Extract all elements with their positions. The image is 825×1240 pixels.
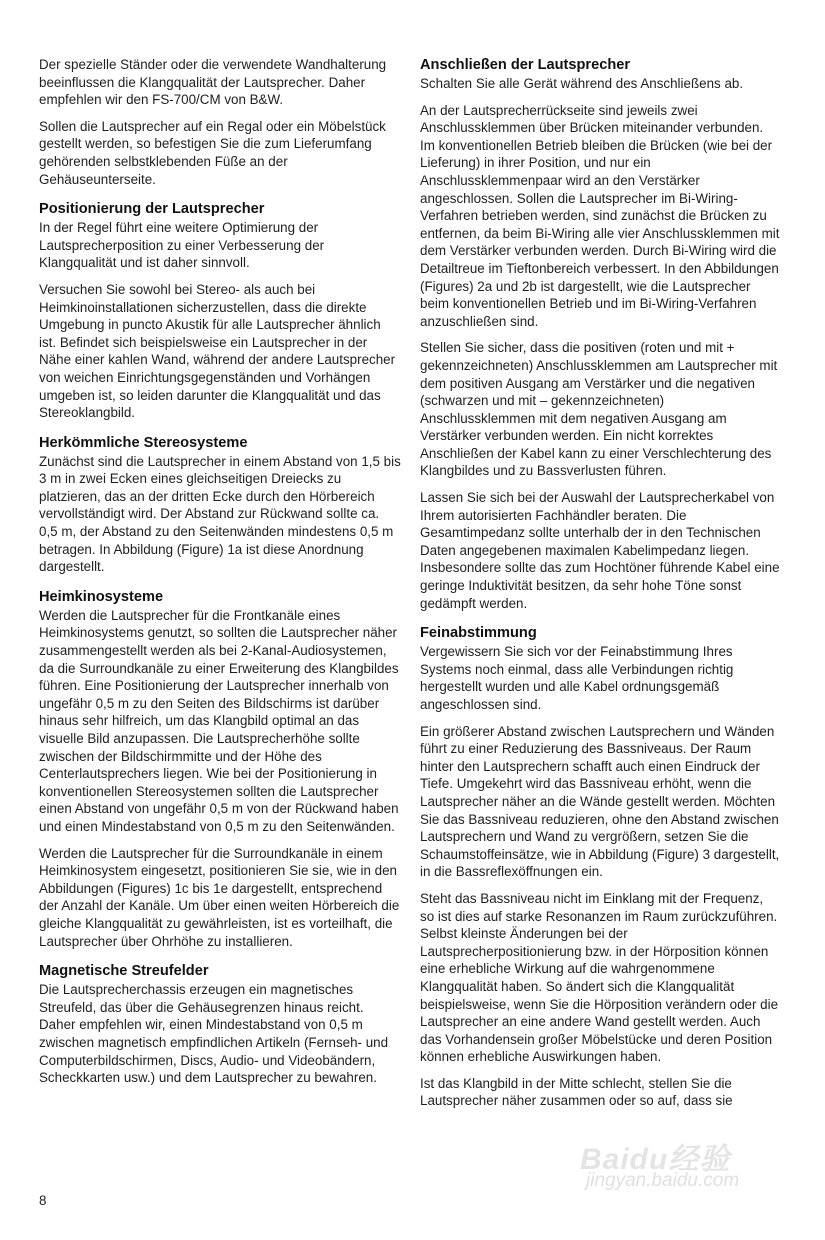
paragraph: In der Regel führt eine weitere Optimierung der Lautsprecherposition zu einer Verbesserung der Klangqualität und ist daher sinnvoll. [39, 220, 325, 271]
paragraph: Steht das Bassniveau nicht im Einklang mit der Frequenz, so ist dies auf starke Resonanzen im Raum zurückzuführen. Selbst kleinste Änderungen bei der Lautsprecherpositionierung bzw. in der Hörposition können eine erhebliche Wirkung auf die wahrgenommene Klangqualität haben. So ändert sich die Klangqualität beispielsweise, wenn Sie die Hörposition verändern oder die Lautsprecher an eine andere Wand gestellt werden. Auch das Vorhandensein großer Möbelstücke und deren Position können erhebliche Auswirkungen haben. [420, 890, 779, 1065]
section-heading: Positionierung der Lautsprecher [39, 201, 265, 218]
paragraph: Ist das Klangbild in der Mitte schlecht, stellen Sie die Lautsprecher näher zusammen oder so auf, dass sie [420, 1075, 733, 1109]
paragraph: Vergewissern Sie sich vor der Feinabstimmung Ihres Systems noch einmal, dass alle Verbindungen richtig hergestellt wurden und alle Kabel ordnungsgemäß angeschlossen sind. [420, 644, 734, 712]
baidu-watermark [566, 1128, 786, 1198]
paragraph: Sollen die Lautsprecher auf ein Regal oder ein Möbelstück gestellt werden, so befestigen Sie die zum Lieferumfang gehörenden selbstklebenden Füße an der Gehäuseunterseite. [39, 118, 386, 187]
paragraph: Stellen Sie sicher, dass die positiven (roten und mit + gekennzeichneten) Anschlussklemmen am Lautsprecher mit dem positiven Ausgang am Verstärker und die negativen (schwarzen und mit – gekennzeichneten) Anschlussklemmen mit dem negativen Ausgang am Verstärker verbunden werden. Ein nicht korrektes Anschließen der Kabel kann zu einer Verschlechterung des Klangbildes und zu Bassverlusten führen. [420, 340, 778, 479]
left-column [39, 56, 401, 1096]
page-number: 8 [39, 1193, 47, 1208]
paragraph: Versuchen Sie sowohl bei Stereo- als auch bei Heimkinoinstallationen sicherzustellen, dass die direkte Umgebung in puncto Akustik für alle Lautsprecher ähnlich ist. Befindet sich beispielsweise ein Lautsprecher in der Nähe einer kahlen Wand, während der andere Lautsprecher von weichen Einrichtungsgegenständen und Vorhängen umgeben ist, so leiden darunter die Klangqualität und das Stereoklangbild. [39, 281, 396, 421]
paragraph: Die Lautsprecherchassis erzeugen ein magnetisches Streufeld, das über die Gehäusegrenzen hinaus reicht. Daher empfehlen wir, einen Mindestabstand von 0,5 m zwischen magnetisch empfindlichen Artikeln (Fernseh- und Computerbildschirmen, Discs, Audio- und Videobändern, Scheckkarten usw.) und dem Lautsprecher zu bewahren. [39, 982, 389, 1086]
paragraph: Werden die Lautsprecher für die Frontkanäle eines Heimkinosystems genutzt, so sollten die Lautsprecher näher zusammengestellt werden als bei 2-Kanal-Audiosystemen, da die Surroundkanäle zu einer Erweiterung des Klangbildes führen. Eine Positionierung der Lautsprecher innerhalb von ungefähr 0,5 m zu den Seiten des Bildschirms ist darüber hinaus sehr hilfreich, um das Klangbild optimal an das visuelle Bild anzupassen. Die Lautsprecherhöhe sollte zwischen der Bildschirmmitte und der Höhe des Centerlautsprechers liegen. Wie bei der Positionierung in konventionellen Stereosystemen sollten die Lautsprecher einen Abstand von ungefähr 0,5 m von der Rückwand haben und einen Mindestabstand von 0,5 m zu den Seitenwänden. [39, 607, 399, 834]
paragraph: Lassen Sie sich bei der Auswahl der Lautsprecherkabel von Ihrem autorisierten Fachhändler beraten. Die Gesamtimpedanz sollte unterhalb der in den Technischen Daten angegebenen maximalen Kabelimpedanz liegen. Insbesondere sollte das zum Hochtöner führende Kabel eine geringe Induktivität besitzen, da sehr hohe Töne sonst gedämpft werden. [420, 490, 780, 611]
section-heading: Anschließen der Lautsprecher [420, 57, 631, 73]
section-heading: Herkömmliche Stereosysteme [39, 434, 248, 451]
watermark-url: jingyan.baidu.com [586, 1170, 740, 1191]
paragraph: An der Lautsprecherrückseite sind jeweils zwei Anschlussklemmen über Brücken miteinander verbunden. Im konventionellen Betrieb bleiben die Brücken (wie bei der Lieferung) in ihrer Position, und nur ein Anschlussklemmenpaar wird an den Verstärker angeschlossen. Sollen die Lautsprecher im Bi-Wiring-Verfahren betrieben werden, sind zunächst die Brücken zu entfernen, da beim Bi-Wiring alle vier Anschlussklemmen mit dem Verstärker verbunden werden. Durch Bi-Wiring wird die Detailtreue im Tieftonbereich verbessert. In den Abbildungen (Figures) 2a und 2b ist dargestellt, wie die Lautsprecher beim konventionellen Betrieb und im Bi-Wiring-Verfahren anzuschließen sind. [420, 102, 780, 329]
paragraph: Werden die Lautsprecher für die Surroundkanäle in einem Heimkinosystem eingesetzt, positionieren Sie sie, wie in den Abbildungen (Figures) 1c bis 1e dargestellt, entsprechend der Anzahl der Kanäle. Um über einen weiten Hörbereich die gleiche Klangqualität zu gewährleisten, ist es vorteilhaft, die Lautsprecher über Ohrhöhe zu installieren. [39, 845, 400, 949]
paragraph: Der spezielle Ständer oder die verwendete Wandhalterung beeinflussen die Klangqualität der Lautsprecher. Daher empfehlen wir den FS-700/CM von B&W. [39, 57, 387, 108]
section-heading: Magnetische Streufelder [39, 963, 209, 980]
section-heading: Heimkinosysteme [39, 588, 164, 605]
paragraph: Ein größerer Abstand zwischen Lautsprechern und Wänden führt zu einer Reduzierung des Bassniveaus. Der Raum hinter den Lautsprechern schafft auch einen Eindruck der Tiefe. Umgekehrt wird das Bassniveau erhöht, wenn die Lautsprecher näher an die Wände gestellt werden. Möchten Sie das Bassniveau reduzieren, ohne den Abstand zwischen Lautsprechern und Wand zu vergrößern, setzen Sie die Schaumstoffeinsätze, wie in Abbildung (Figure) 3 dargestellt, in die Bassreflexöffnungen ein. [420, 723, 780, 880]
watermark-logo-text: Baidu经验 [580, 1143, 731, 1176]
right-column [420, 56, 780, 1119]
paragraph: Schalten Sie alle Gerät während des Anschließens ab. [420, 76, 744, 91]
paragraph: Zunächst sind die Lautsprecher in einem Abstand von 1,5 bis 3 m in zwei Ecken eines gleichseitigen Dreiecks zu platzieren, das an der dritten Ecke durch den Hörbereich vervollständigt wird. Der Abstand zur Rückwand sollte ca. 0,5 m, der Abstand zu den Seitenwänden mindestens 0,5 m betragen. In Abbildung (Figure) 1a ist diese Anordnung dargestellt. [39, 453, 401, 575]
section-heading: Feinabstimmung [420, 625, 537, 642]
